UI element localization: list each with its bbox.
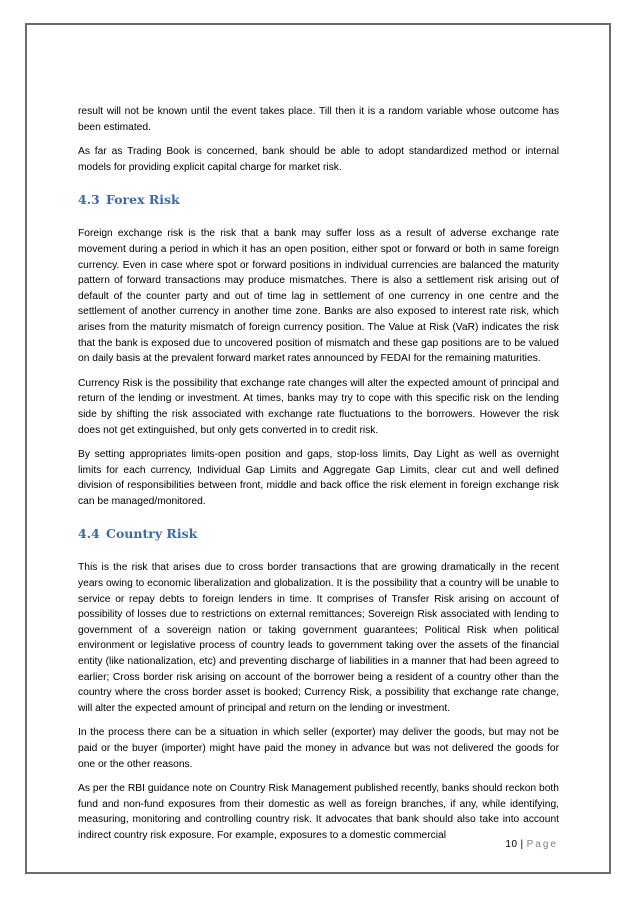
section-title: Forex Risk xyxy=(106,192,180,208)
heading-forex-risk xyxy=(78,192,559,208)
page-footer xyxy=(505,839,558,850)
document-body xyxy=(78,104,559,844)
paragraph-forex-definition: Foreign exchange risk is the risk that a bank may suffer loss as a result of adverse exchange rate movement during a period in which it has an open position, either spot or forward or both in same foreign currency. Even in case where spot or forward positions in individual currencies are balanced the maturity pattern of forward transactions may produce mismatches. There is also a settlement risk arising out of default of the counter party and out of time lag in settlement of one currency in one centre and the settlement of another currency in another time zone. Banks are also exposed to interest rate risk, which arises from the maturity mismatch of foreign currency position. The Value at Risk (VaR) indicates the risk that the bank is exposed due to uncovered position of mismatch and these gap positions are to be valued on daily basis at the prevalent forward market rates announced by FEDAI for the remaining maturities. xyxy=(78,228,559,365)
footer-separator: | xyxy=(520,839,524,850)
paragraph-country-definition: This is the risk that arises due to cross border transactions that are growing dramatically in the recent years owing to economic liberalization and globalization. It is the possibility that a country will be unable to service or repay debts to foreign lenders in time. It comprises of Transfer Risk arising on account of possibility of losses due to restrictions on external remittances; Sovereign Risk associated with lending to government of a sovereign nation or taking government guarantees; Political Risk when political environment or legislative process of country leads to government taking over the assets of the financial entity (like nationalization, etc) and preventing discharge of liabilities in a manner that had been agreed to earlier; Cross border risk arising on account of the borrower being a resident of a country other than the country where the cross border asset is booked; Currency Risk, a possibility that exchange rate change, will alter the expected amount of principal and return on the lending or investment. xyxy=(78,562,559,714)
page-label: Page xyxy=(526,839,558,850)
section-title: Country Risk xyxy=(106,526,198,542)
page-number: 10 xyxy=(505,839,518,850)
paragraph-currency-risk: Currency Risk is the possibility that exchange rate changes will alter the expected amount of principal and return of the lending or investment. At times, banks may try to cope with this specific risk on the lending side by shifting the risk associated with exchange rate fluctuations to the borrowers. However the risk does not get extinguished, but only gets converted in to credit risk. xyxy=(78,377,559,436)
paragraph-intro: result will not be known until the event takes place. Till then it is a random variable whose outcome has been estimated. xyxy=(78,106,559,133)
paragraph-forex-limits: By setting appropriates limits-open position and gaps, stop-loss limits, Day Light as well as overnight limits for each currency, Individual Gap Limits and Aggregate Gap Limits, clear cut and well defined division of responsibilities between front, middle and back office the risk element in foreign exchange risk can be managed/monitored. xyxy=(78,449,559,507)
section-number: 4.3 xyxy=(78,192,100,208)
section-number: 4.4 xyxy=(78,526,100,542)
heading-country-risk xyxy=(78,526,559,542)
paragraph-trading-book: As far as Trading Book is concerned, bank should be able to adopt standardized method or internal models for providing explicit capital charge for market risk. xyxy=(78,146,559,173)
paragraph-exporter-importer: In the process there can be a situation in which seller (exporter) may deliver the goods, but may not be paid or the buyer (importer) might have paid the money in advance but was not delivered the goods for one or the other reasons. xyxy=(78,727,559,770)
paragraph-rbi-guidance: As per the RBI guidance note on Country Risk Management published recently, banks should reckon both fund and non-fund exposures from their domestic as well as foreign branches, if any, while identifying, measuring, monitoring and controlling country risk. It advocates that bank should also take into account indirect country risk exposure. For example, exposures to a domestic commercial xyxy=(78,783,559,841)
